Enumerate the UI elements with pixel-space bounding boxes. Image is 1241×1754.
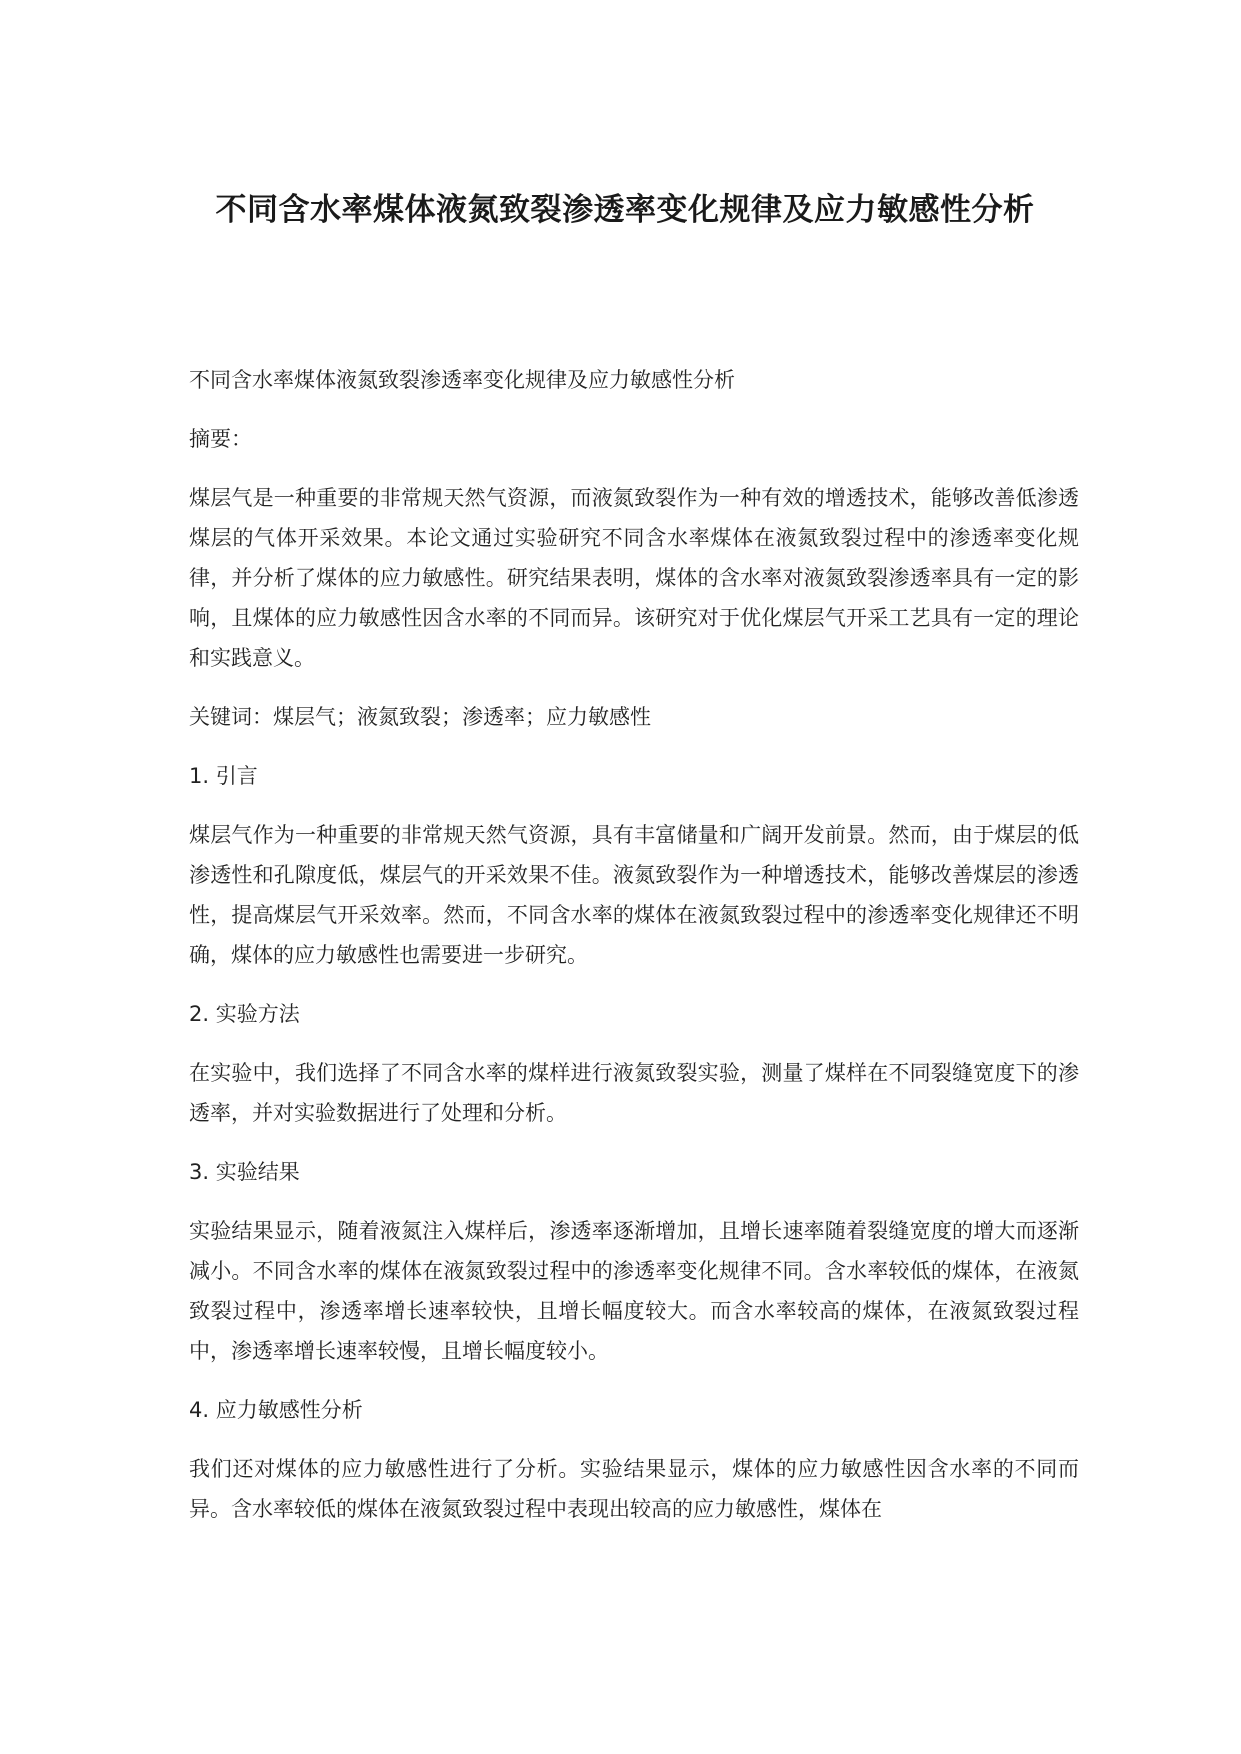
section-body: 我们还对煤体的应力敏感性进行了分析。实验结果显示，煤体的应力敏感性因含水率的不同而异。含水率较低的煤体在液氮致裂过程中表现出较高的应力敏感性，煤体在 (189, 1457, 1079, 1521)
abstract-text: 煤层气是一种重要的非常规天然气资源，而液氮致裂作为一种有效的增透技术，能够改善低渗透煤层的气体开采效果。本论文通过实验研究不同含水率煤体在液氮致裂过程中的渗透率变化规律，并分析了煤体的应力敏感性。研究结果表明，煤体的含水率对液氮致裂渗透率具有一定的影响，且煤体的应力敏感性因含水率的不同而异。该研究对于优化煤层气开采工艺具有一定的理论和实践意义。 (189, 486, 1079, 670)
document-subtitle: 不同含水率煤体液氮致裂渗透率变化规律及应力敏感性分析 (189, 368, 735, 392)
section-heading: 3. 实验结果 (189, 1160, 300, 1184)
keywords: 关键词：煤层气；液氮致裂；渗透率；应力敏感性 (189, 705, 651, 729)
document-body (189, 360, 1079, 1529)
abstract-label: 摘要： (189, 427, 252, 451)
section-heading: 4. 应力敏感性分析 (189, 1398, 363, 1422)
section-heading: 1. 引言 (189, 764, 258, 788)
section-heading: 2. 实验方法 (189, 1002, 300, 1026)
section-body: 实验结果显示，随着液氮注入煤样后，渗透率逐渐增加，且增长速率随着裂缝宽度的增大而逐渐减小。不同含水率的煤体在液氮致裂过程中的渗透率变化规律不同。含水率较低的煤体，在液氮致裂过程中，渗透率增长速率较快，且增长幅度较大。而含水率较高的煤体，在液氮致裂过程中，渗透率增长速率较慢，且增长幅度较小。 (189, 1219, 1079, 1363)
section-body: 在实验中，我们选择了不同含水率的煤样进行液氮致裂实验，测量了煤样在不同裂缝宽度下的渗透率，并对实验数据进行了处理和分析。 (189, 1061, 1079, 1125)
document-title: 不同含水率煤体液氮致裂渗透率变化规律及应力敏感性分析 (215, 192, 1035, 228)
section-body: 煤层气作为一种重要的非常规天然气资源，具有丰富储量和广阔开发前景。然而，由于煤层的低渗透性和孔隙度低，煤层气的开采效果不佳。液氮致裂作为一种增透技术，能够改善煤层的渗透性，提高煤层气开采效率。然而，不同含水率的煤体在液氮致裂过程中的渗透率变化规律还不明确，煤体的应力敏感性也需要进一步研究。 (189, 823, 1079, 967)
